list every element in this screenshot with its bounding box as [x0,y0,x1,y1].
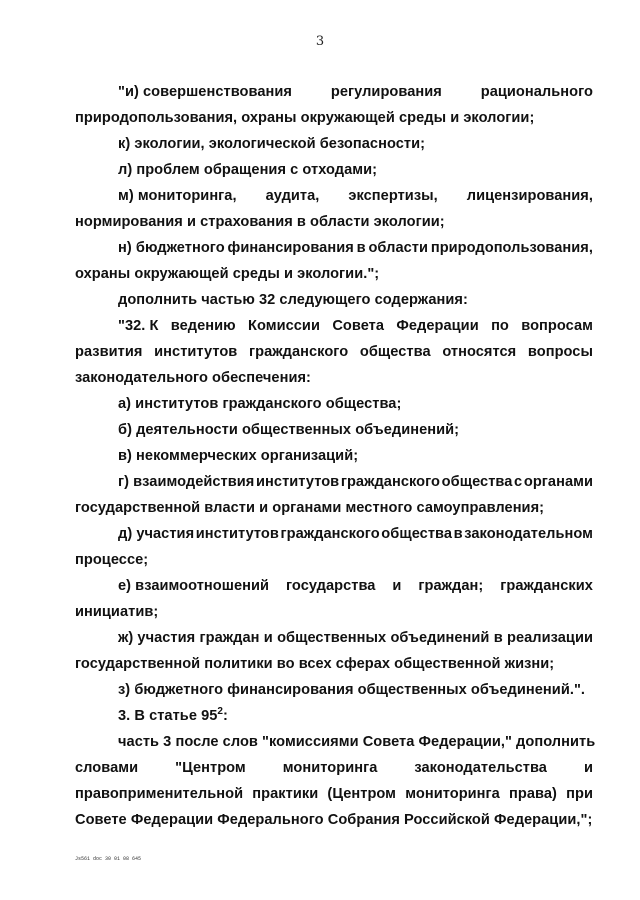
word: институтов [154,344,238,360]
word: мониторинга [282,760,378,776]
word: Федерации [396,318,479,334]
word: и [583,760,593,776]
article-text: 3. В статье 95 [118,708,218,724]
text-line: государственной власти и органами местного самоуправления; [75,500,545,516]
footer-code: Js561 doc 30 01 08 645 [75,856,142,862]
word: ведению [170,318,236,334]
word: "32. К [118,318,159,334]
word: общества [359,344,431,360]
article-colon: : [223,708,228,724]
word: финансирования [227,240,354,256]
text-line: охраны окружающей среды и экологии."; [75,266,380,282]
text-line [118,317,593,335]
article-superscript: 2 [217,706,224,718]
word: "Центром [175,760,246,776]
word: органами [523,474,593,490]
word: природопользования, [430,240,593,256]
text-line [118,629,593,647]
word: граждан [199,630,260,646]
word: развития [75,344,143,360]
word: н) бюджетного [118,240,225,256]
word: "и) совершенствования [118,84,292,100]
text-line [118,525,593,543]
text-line: нормирования и страхования в области экологии; [75,214,445,230]
word: реализации [507,630,593,646]
word: права) [509,786,557,802]
word: гражданского [340,474,441,490]
text-line: законодательного обеспечения: [75,370,311,386]
word: рационального [480,84,593,100]
text-line [118,83,593,101]
word: лицензирования, [466,188,593,204]
word: правоприменительной [75,786,244,802]
text-line: к) экологии, экологической безопасности; [118,136,426,152]
text-line [118,187,593,205]
word: законодательном [464,526,593,542]
word: г) взаимодействия [118,474,255,490]
word: общества [381,526,453,542]
word: законодательства [414,760,547,776]
word: в [453,526,463,542]
word: общества [441,474,513,490]
word: с [514,474,523,490]
word: вопросам [521,318,593,334]
word: экспертизы, [348,188,438,204]
word: граждан; [418,578,484,594]
word: е) взаимоотношений [118,578,270,594]
text-line: инициатив; [75,604,159,620]
text-line: процессе; [75,552,149,568]
word: мониторинга [405,786,500,802]
word: относятся [442,344,517,360]
text-line: природопользования, охраны окружающей среды и экологии; [75,110,535,126]
text-line [118,239,593,257]
word: гражданского [249,344,349,360]
word: гражданских [500,578,593,594]
text-line: Совете Федерации Федерального Собрания Российской Федерации,"; [75,812,593,828]
text-line [118,707,228,725]
word: государства [285,578,376,594]
word: словами [75,760,139,776]
text-line [75,343,593,361]
word: Комиссии [248,318,320,334]
text-line [118,473,593,491]
text-line: в) некоммерческих организаций; [118,448,359,464]
text-line: а) институтов гражданского общества; [118,396,402,412]
word: при [566,786,593,802]
word: и [263,630,273,646]
text-line: дополнить частью 32 следующего содержания: [118,292,468,308]
word: м) мониторинга, [118,188,237,204]
word: Совета [332,318,385,334]
word: в [493,630,503,646]
word: гражданского [280,526,380,542]
text-line: б) деятельности общественных объединений; [118,422,460,438]
word: в [356,240,366,256]
word: и [392,578,402,594]
word: объединений [390,630,490,646]
word: регулирования [330,84,442,100]
word: практики [252,786,319,802]
text-line: л) проблем обращения с отходами; [118,162,378,178]
word: вопросы [527,344,593,360]
text-line [75,785,593,803]
word: институтов [256,474,340,490]
word: (Центром [327,786,397,802]
text-line: часть 3 после слов "комиссиями Совета Федерации," дополнить [118,734,596,750]
word: институтов [195,526,279,542]
page-number: 3 [315,34,325,49]
text-line: государственной политики во всех сферах общественной жизни; [75,656,555,672]
word: по [491,318,509,334]
word: аудита, [265,188,320,204]
word: области [368,240,429,256]
word: ж) участия [118,630,196,646]
word: д) участия [118,526,195,542]
word: общественных [277,630,387,646]
text-line: з) бюджетного финансирования общественных объединений.". [118,682,586,698]
text-line [118,577,593,595]
text-line [75,759,593,777]
